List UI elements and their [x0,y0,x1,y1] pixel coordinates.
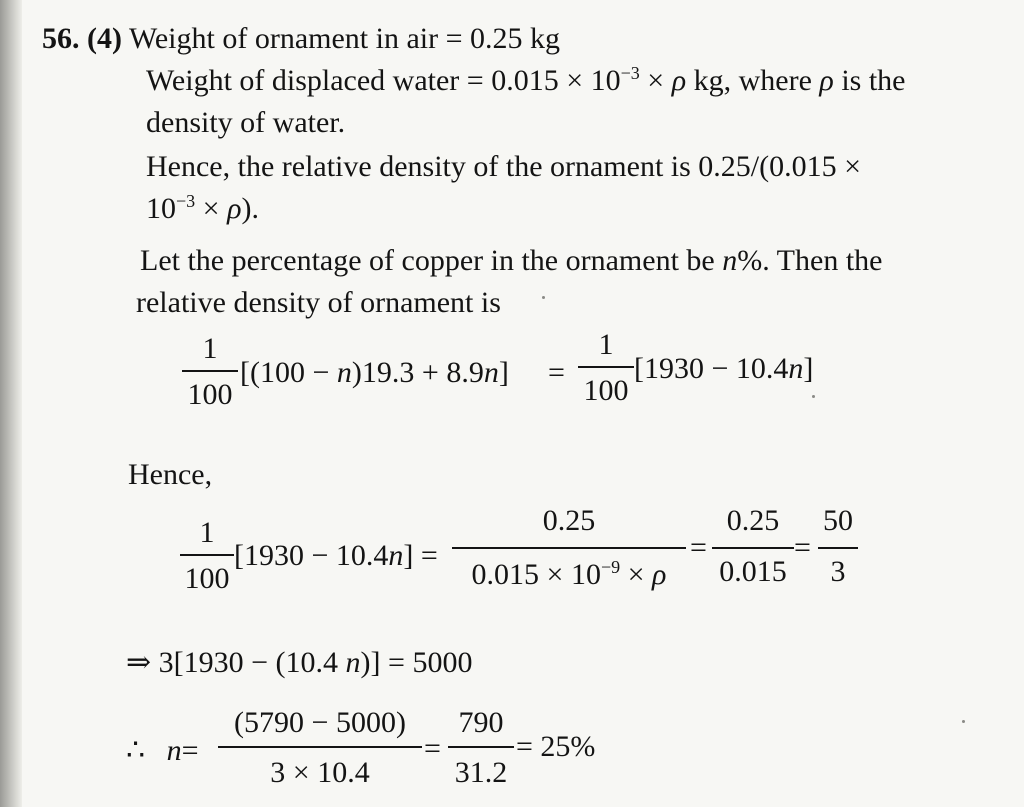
eq1-rhs-expression [634,354,813,384]
exponent: −3 [620,63,640,83]
n-variable: n [345,646,361,679]
one-over-hundred-fraction [182,334,238,416]
eq4-result: = 25% [516,730,596,763]
fraction-numerator: 0.25 [542,504,596,537]
seven-ninety-fraction [448,708,514,798]
expr-part: 3[1930 − (10.4 [151,646,346,679]
fraction-bar [448,746,514,748]
problem-header [42,24,560,54]
solution-fraction [218,708,422,798]
fraction-bar [180,554,234,556]
expr-part: )] = 5000 [360,646,473,679]
ten-text: 10 [146,192,176,225]
fraction-numerator: 0.25 [726,504,780,537]
relative-density-of-ornament-line: relative density of ornament is [136,286,501,319]
fraction-numerator: 1 [202,332,218,365]
fraction-denominator: 3 [830,555,846,588]
hence-label: Hence, [128,458,213,491]
eq1-equals: = [548,356,565,389]
rho-symbol: ρ [671,64,687,97]
implies-symbol: ⇒ [126,646,152,679]
expr-part: 0.015 × 10 [471,558,601,591]
eq1-bracket-expression [240,358,509,388]
fraction-denominator: 3 × 10.4 [270,756,370,789]
weight-in-air-text: Weight of ornament in air = 0.25 kg [128,22,561,55]
one-over-hundred-fraction-rhs [578,330,634,412]
document-page [22,0,1024,807]
n-variable: n [483,356,499,389]
scan-speck [542,296,545,299]
expr-part: ] [803,352,814,385]
scan-speck [812,395,815,398]
eq2-bracket-expression [234,541,438,571]
relative-density-line: Hence, the relative density of the ornament is 0.25/(0.015 × [146,150,862,183]
times-symbol: × [620,558,653,591]
fraction-numerator: (5790 − 5000) [234,706,406,739]
fraction-bar [452,547,686,549]
rho-symbol: ρ [819,64,834,97]
fraction-numerator: 1 [598,328,614,361]
fraction-denominator: 100 [184,562,230,595]
rho-symbol: ρ [652,558,667,591]
eq4-equals: = [424,732,441,765]
fraction-denominator: 0.015 [719,555,787,588]
eq2-equals: = [690,531,707,564]
n-variable: n [722,244,738,277]
fraction-numerator: 790 [458,706,504,739]
then-the-text: %. Then the [737,244,883,277]
close-paren-text: ). [241,192,259,225]
fraction-bar [578,366,634,368]
times-symbol: × [195,192,228,225]
exponent: −3 [176,191,196,211]
displaced-water-line [146,63,906,97]
therefore-symbol: ∴ [126,734,146,767]
eq2-equals: = [794,531,811,564]
fraction-bar [818,547,858,549]
kg-where-text: kg, where [686,64,820,97]
expr-part: )19.3 + 8.9 [351,356,484,389]
eq4-lhs [126,736,199,766]
fraction-bar [218,746,422,748]
n-variable: n [336,356,352,389]
fraction-denominator [452,557,686,591]
one-over-hundred-fraction [180,518,234,600]
fraction-numerator: 1 [199,516,215,549]
point-two-five-fraction [712,506,794,592]
expr-part: [1930 − 10.4 [234,539,389,572]
relative-density-line-cont [146,191,259,225]
eq3-line [126,648,472,678]
density-of-water-line: density of water. [146,106,346,139]
rho-symbol: ρ [227,192,242,225]
n-variable: n [166,734,182,767]
fraction-denominator: 31.2 [454,756,508,789]
expr-part: ] = [403,539,438,572]
fraction-bar [182,370,238,372]
is-the-text: is the [833,64,906,97]
fraction-numerator: 50 [823,504,853,537]
fifty-over-three-fraction [818,506,858,592]
page-binding-edge [0,0,22,807]
fraction-bar [712,547,794,549]
expr-part: [(100 − [240,356,337,389]
n-variable: n [788,352,804,385]
copper-percentage-line [140,246,882,276]
expr-part: ] [498,356,509,389]
expr-part: [1930 − 10.4 [634,352,789,385]
fraction-denominator: 100 [583,374,629,407]
mass-over-volume-fraction [452,506,686,596]
fraction-denominator: 100 [187,378,233,411]
n-variable: n [388,539,404,572]
problem-number: 56. [42,22,80,55]
scan-speck [962,720,965,723]
exponent: −9 [600,557,621,577]
times-symbol: × [639,64,672,97]
answer-option: (4) [87,22,122,55]
displaced-water-text: Weight of displaced water = 0.015 × 10 [146,64,621,97]
equals-sign: = [181,734,199,767]
copper-text: Let the percentage of copper in the ornament be [140,244,723,277]
